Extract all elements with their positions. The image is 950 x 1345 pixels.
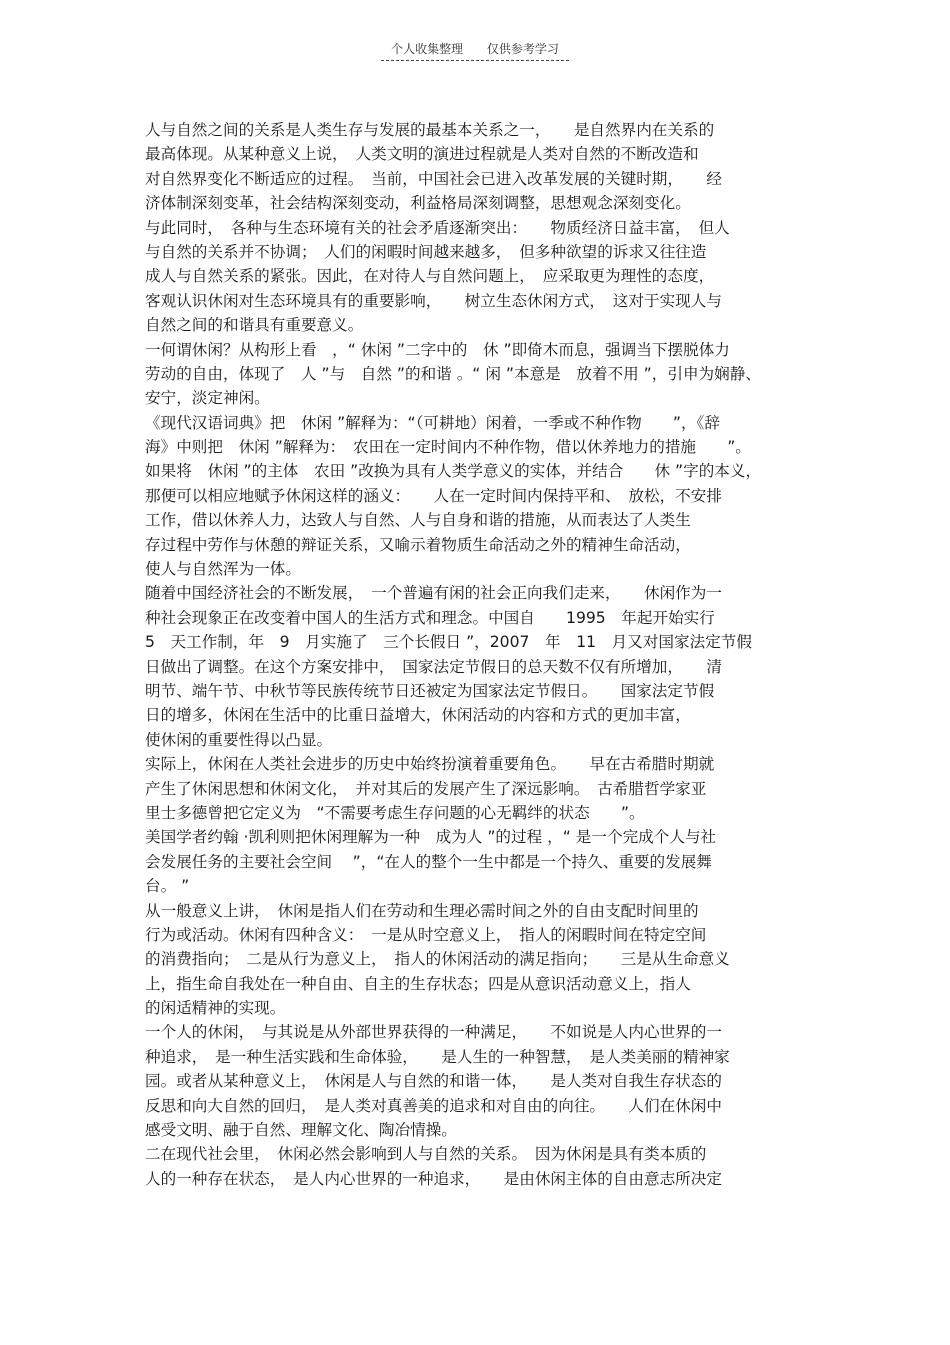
text-line: 一何谓休闲？从构形上看 ，“ 休闲 ”二字中的 休 ”即倚木而息，强调当下摆脱体力 [145, 340, 730, 359]
text-line: 美国学者约翰 ·凯利则把休闲理解为一种 成为人 ”的过程 ，“ 是一个完成个人与社 [145, 828, 717, 847]
text-line: 的消费指向； 二是从行为意义上， 指人的休闲活动的满足指向； 三是从生命意义 [145, 950, 730, 969]
text-line: 日做出了调整。在这个方案安排中， 国家法定节假日的总天数不仅有所增加， 清 [145, 657, 722, 676]
header-rule [381, 40, 569, 61]
text-line: 使人与自然浑为一体。 [145, 560, 301, 579]
text-line: 随着中国经济社会的不断发展， 一个普遍有闲的社会正向我们走来， 休闲作为一 [145, 584, 722, 603]
header-right-text: 仅供参考学习 [486, 42, 559, 56]
text-line: 如果将 休闲 ”的主体 农田 ”改换为具有人类学意义的实体，并结合 休 ”字的本义， [145, 462, 762, 481]
body-text [145, 118, 810, 1191]
text-line: 种社会现象正在改变着中国人的生活方式和理念。中国自 1995 年起开始实行 [145, 608, 715, 627]
text-line: 成人与自然关系的紧张。因此，在对待人与自然问题上， 应采取更为理性的态度， [145, 267, 715, 286]
text-line: 感受文明、融于自然、理解文化、陶冶情操。 [145, 1121, 457, 1140]
text-line: 工作，借以休养人力，达致人与自然、人与自身和谐的措施，从而表达了人类生 [145, 511, 691, 530]
text-line: 客观认识休闲对生态环境具有的重要影响， 树立生态休闲方式， 这对于实现人与 [145, 291, 722, 310]
page-header [0, 40, 950, 61]
text-line: 台。 ” [145, 877, 190, 896]
text-line: 反思和向大自然的回归， 是人类对真善美的追求和对自由的向往。 人们在休闲中 [145, 1096, 722, 1115]
text-line: 使休闲的重要性得以凸显。 [145, 730, 333, 749]
text-line: 海》中则把 休闲 ”解释为： 农田在一定时间内不种作物，借以休养地力的措施 ”。 [145, 438, 751, 457]
text-line: 会发展任务的主要社会空间 ”，“在人的整个一生中都是一个持久、重要的发展舞 [145, 852, 712, 871]
text-line: 最高体现。从某种意义上说， 人类文明的演进过程就是人类对自然的不断改造和 [145, 145, 699, 164]
text-line: 从一般意义上讲， 休闲是指人们在劳动和生理必需时间之外的自由支配时间里的 [145, 901, 699, 920]
text-line: 与自然的关系并不协调； 人们的闲暇时间越来越多， 但多种欲望的诉求又往往造 [145, 242, 707, 261]
text-line: 里士多德曾把它定义为 “不需要考虑生存问题的心无羁绊的状态 ”。 [145, 803, 645, 822]
text-line: 人与自然之间的关系是人类生存与发展的最基本关系之一， 是自然界内在关系的 [145, 121, 715, 139]
text-line: 二在现代社会里， 休闲必然会影响到人与自然的关系。 因为休闲是具有类本质的 [145, 1145, 707, 1164]
text-line: 自然之间的和谐具有重要意义。 [145, 316, 364, 335]
text-line: 产生了休闲思想和休闲文化， 并对其后的发展产生了深远影响。 古希腊哲学家亚 [145, 779, 707, 798]
text-line: 园。或者从某种意义上， 休闲是人与自然的和谐一体， 是人类对自我生存状态的 [145, 1072, 722, 1091]
text-line: 明节、端午节、中秋节等民族传统节日还被定为国家法定节假日。 国家法定节假 [145, 681, 715, 700]
header-left-text: 个人收集整理 [391, 42, 464, 56]
text-line: 劳动的自由，体现了 人 ”与 自然 ”的和谐 。“ 闲 ”本意是 放着不用 ”，引申为娴静、 [145, 364, 761, 383]
text-line: 人的一种存在状态， 是人内心世界的一种追求， 是由休闲主体的自由意志所决定 [145, 1169, 722, 1188]
text-line: 对自然界变化不断适应的过程。 当前，中国社会已进入改革发展的关键时期， 经 [145, 169, 722, 188]
text-line: 行为或活动。休闲有四种含义： 一是从时空意义上， 指人的闲暇时间在特定空间 [145, 925, 707, 944]
text-line: 日的增多，休闲在生活中的比重日益增大，休闲活动的内容和方式的更加丰富， [145, 706, 691, 725]
text-line: 实际上，休闲在人类社会进步的历史中始终扮演着重要角色。 早在古希腊时期就 [145, 755, 715, 774]
text-line: 安宁，淡定神闲。 [145, 389, 270, 408]
text-line: 存过程中劳作与休憩的辩证关系，又喻示着物质生命活动之外的精神生命活动， [145, 535, 691, 554]
text-line: 与此同时， 各种与生态环境有关的社会矛盾逐渐突出： 物质经济日益丰富， 但人 [145, 218, 730, 237]
text-line: 济体制深刻变革，社会结构深刻变动，利益格局深刻调整，思想观念深刻变化。 [145, 194, 691, 213]
text-line: 那便可以相应地赋予休闲这样的涵义： 人在一定时间内保持平和、 放松，不安排 [145, 486, 722, 505]
text-line: 种追求， 是一种生活实践和生命体验， 是人生的一种智慧， 是人类美丽的精神家 [145, 1047, 730, 1066]
text-line: 《现代汉语词典》把 休闲 ”解释为：“（可耕地）闲着，一季或不种作物 ”，《辞 [145, 413, 720, 432]
text-line: 一个人的休闲， 与其说是从外部世界获得的一种满足， 不如说是人内心世界的一 [145, 1023, 722, 1042]
text-line: 的闲适精神的实现。 [145, 999, 286, 1018]
text-line: 上，指生命自我处在一种自由、自主的生存状态；四是从意识活动意义上，指人 [145, 974, 691, 993]
text-line: 5 天工作制，年 9 月实施了 三个长假日 ”，2007 年 11 月又对国家法定节假 [145, 633, 752, 652]
